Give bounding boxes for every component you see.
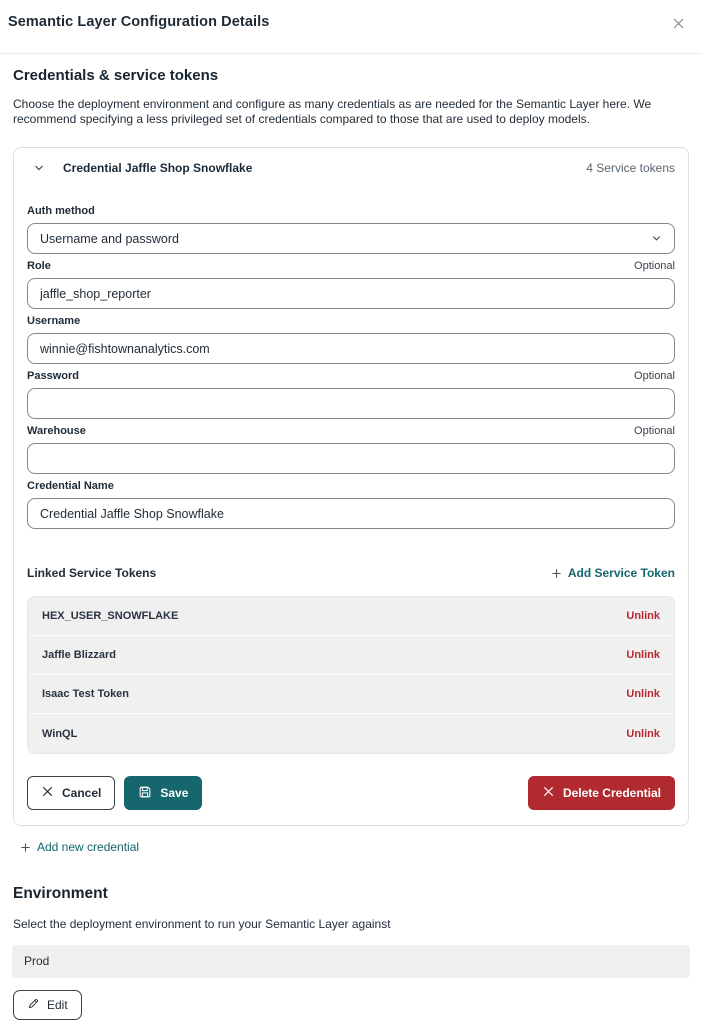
password-label: Password (27, 370, 79, 382)
token-name: Isaac Test Token (42, 688, 130, 700)
environment-description: Select the deployment environment to run your Semantic Layer against (13, 916, 391, 931)
modal-title: Semantic Layer Configuration Details (8, 14, 270, 30)
token-name: Jaffle Blizzard (42, 649, 116, 661)
username-group (27, 315, 675, 364)
pencil-icon (27, 997, 40, 1013)
delete-credential-label: Delete Credential (562, 786, 661, 800)
token-name: WinQL (42, 727, 78, 740)
username-input[interactable] (27, 333, 675, 364)
credential-card (13, 147, 689, 826)
modal-header (0, 0, 702, 54)
username-label: Username (27, 315, 81, 327)
credential-form (27, 205, 675, 529)
modal-body (0, 67, 702, 1020)
credentials-section-heading: Credentials & service tokens (13, 67, 219, 84)
delete-credential-button[interactable] (528, 776, 675, 810)
auth-method-label: Auth method (27, 205, 95, 217)
credential-name-label: Credential Name (27, 480, 114, 492)
token-unlink-button[interactable]: Unlink (626, 610, 660, 622)
save-button[interactable] (124, 776, 202, 810)
credential-card-actions (27, 776, 675, 810)
add-new-credential-label: Add new credential (37, 840, 140, 854)
environment-value: Prod (24, 954, 50, 968)
token-row (28, 597, 674, 636)
token-row (28, 636, 674, 675)
close-icon (671, 19, 686, 34)
linked-tokens-header (27, 566, 675, 580)
token-unlink-button[interactable]: Unlink (626, 688, 660, 700)
role-label: Role (27, 260, 51, 272)
role-group (27, 260, 675, 309)
role-input[interactable] (27, 278, 675, 309)
edit-button-label: Edit (47, 997, 68, 1012)
credentials-section-description: Choose the deployment environment and configure as many credentials as are needed for the Semantic Layer here. We recommend specifying a less privileged set of credentials compared to those that are used to deploy models. (13, 97, 652, 126)
auth-method-group (27, 205, 675, 254)
auth-method-select[interactable] (27, 223, 675, 254)
add-new-credential-button[interactable] (20, 840, 139, 854)
warehouse-group (27, 425, 675, 474)
close-button[interactable] (669, 14, 688, 33)
credential-card-header (27, 161, 675, 175)
password-input[interactable] (27, 388, 675, 419)
credential-card-title: Credential Jaffle Shop Snowflake (63, 161, 253, 175)
plus-icon (20, 842, 31, 853)
warehouse-input[interactable] (27, 443, 675, 474)
chevron-down-icon (33, 162, 45, 177)
close-icon (542, 785, 555, 801)
plus-icon (551, 568, 562, 579)
cancel-button-label: Cancel (62, 786, 102, 800)
auth-method-value: Username and password (40, 231, 179, 246)
token-name: HEX_USER_SNOWFLAKE (42, 610, 179, 622)
token-row (28, 675, 674, 714)
environment-heading: Environment (13, 884, 108, 902)
cancel-button[interactable] (27, 776, 115, 810)
token-unlink-button[interactable]: Unlink (626, 727, 660, 740)
password-group (27, 370, 675, 419)
warehouse-optional-badge: Optional (634, 425, 675, 437)
close-icon (41, 785, 54, 801)
environment-value-field (12, 945, 690, 978)
token-unlink-button[interactable]: Unlink (626, 649, 660, 661)
linked-tokens-heading: Linked Service Tokens (27, 566, 157, 580)
credential-name-group (27, 480, 675, 529)
role-optional-badge: Optional (634, 260, 675, 272)
warehouse-label: Warehouse (27, 425, 86, 437)
add-service-token-label: Add Service Token (567, 566, 675, 580)
collapse-credential-button[interactable] (33, 162, 45, 174)
credential-name-input[interactable] (27, 498, 675, 529)
service-tokens-count: 4 Service tokens (586, 161, 675, 175)
save-icon (138, 785, 152, 802)
chevron-down-icon (651, 233, 662, 244)
token-row (28, 714, 674, 753)
save-button-label: Save (160, 786, 189, 800)
edit-environment-button[interactable] (13, 990, 82, 1020)
password-optional-badge: Optional (634, 370, 675, 382)
token-list (27, 596, 675, 754)
add-service-token-button[interactable] (551, 566, 675, 580)
